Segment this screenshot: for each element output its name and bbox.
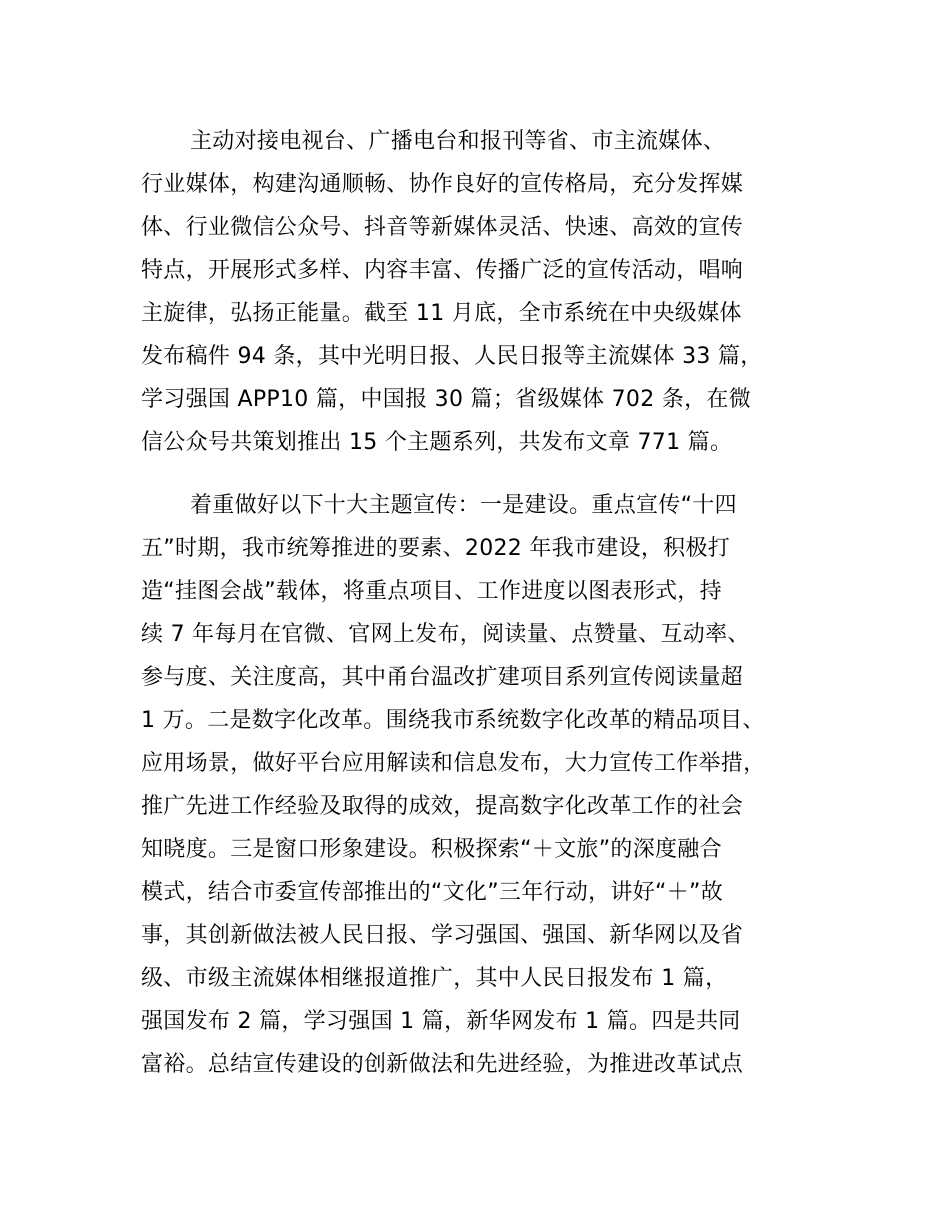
paragraph-1-line-3: 体、行业微信公众号、抖音等新媒体灵活、快速、高效的宣传 [141,215,744,240]
paragraph-1-line-6: 发布稿件 94 条，其中光明日报、人民日报等主流媒体 33 篇， [141,344,763,369]
paragraph-2-line-5: 参与度、关注度高，其中甬台温改扩建项目系列宣传阅读量超 [141,665,744,690]
paragraph-1-line-4: 特点，开展形式多样、内容丰富、传播广泛的宣传活动，唱响 [141,258,744,283]
paragraph-1-line-2: 行业媒体，构建沟通顺畅、协作良好的宣传格局，充分发挥媒 [141,172,744,197]
paragraph-2-line-8: 推广先进工作经验及取得的成效，提高数字化改革工作的社会 [141,794,744,819]
paragraph-2-line-7: 应用场景，做好平台应用解读和信息发布，大力宣传工作举措， [141,751,766,776]
paragraph-2-line-10: 模式，结合市委宣传部推出的“文化”三年行动，讲好“＋”故 [141,880,723,905]
paragraph-2-line-4: 续 7 年每月在官微、官网上发布，阅读量、点赞量、互动率、 [141,622,750,647]
paragraph-1-line-1: 主动对接电视台、广播电台和报刊等省、市主流媒体、 [190,129,726,154]
paragraph-2-line-11: 事，其创新做法被人民日报、学习强国、强国、新华网以及省 [141,923,744,948]
paragraph-2-line-3: 造“挂图会战”载体，将重点项目、工作进度以图表形式，持 [141,579,722,604]
paragraph-1-line-5: 主旋律，弘扬正能量。截至 11 月底，全市系统在中央级媒体 [141,301,742,326]
paragraph-2-line-9: 知晓度。三是窗口形象建设。积极探索“＋文旅”的深度融合 [141,837,722,862]
paragraph-1-line-8: 信公众号共策划推出 15 个主题系列，共发布文章 771 篇。 [141,430,733,455]
paragraph-2-line-14: 富裕。总结宣传建设的创新做法和先进经验，为推进改革试点 [141,1052,744,1077]
paragraph-2-line-12: 级、市级主流媒体相继报道推广，其中人民日报发布 1 篇， [141,966,728,991]
paragraph-1-line-7: 学习强国 APP10 篇，中国报 30 篇；省级媒体 702 条，在微 [141,387,752,412]
paragraph-2-line-1: 着重做好以下十大主题宣传：一是建设。重点宣传“十四 [190,493,737,518]
paragraph-2-line-6: 1 万。二是数字化改革。围绕我市系统数字化改革的精品项目、 [141,708,765,733]
paragraph-2-line-13: 强国发布 2 篇，学习强国 1 篇，新华网发布 1 篇。四是共同 [141,1009,741,1034]
paragraph-2-line-2: 五”时期，我市统筹推进的要素、2022 年我市建设，积极打 [141,536,731,561]
